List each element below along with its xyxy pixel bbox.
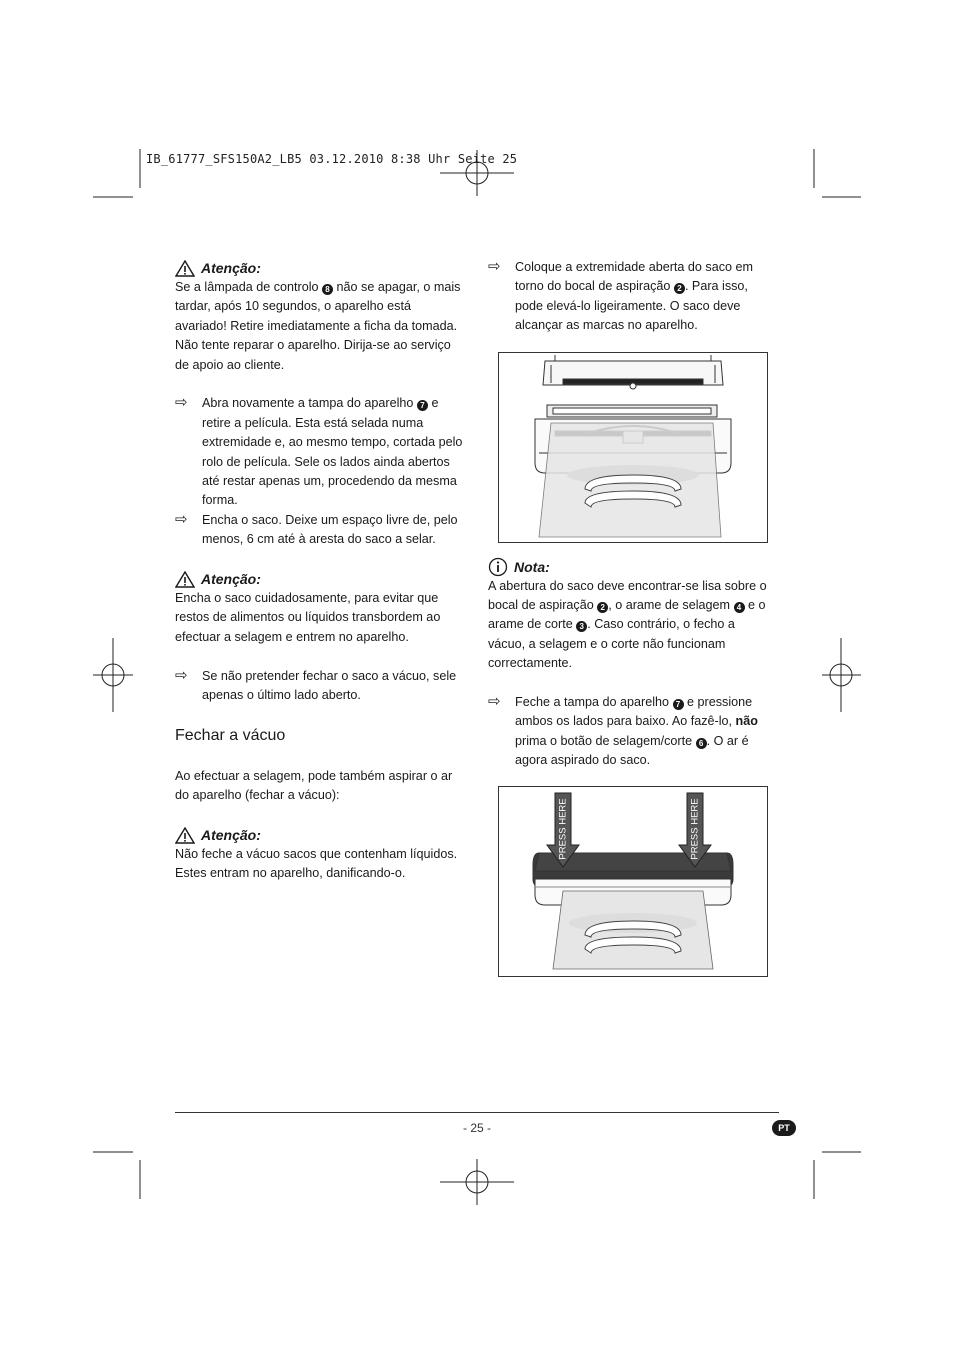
warning-heading	[175, 569, 465, 589]
arrow-right-icon: ⇨	[175, 666, 188, 684]
info-icon	[488, 557, 508, 577]
warning-title: Atenção:	[201, 260, 261, 276]
language-badge: PT	[772, 1120, 796, 1136]
footer-rule	[175, 1112, 779, 1113]
instruction-step: ⇨ Abra novamente a tampa do aparelho 7 e retire a película. Esta está selada numa extremidade e, ao mesmo tempo, cortada pelo rolo de película. Sele os lados ainda abertos até restar apenas um, procedendo da mesma forma.	[175, 394, 465, 510]
warning-text: Se a lâmpada de controlo 8 não se apagar, o mais tardar, após 10 segundos, o aparelho está avariado! Retire imediatamente a ficha da tomada. Não tente reparar o aparelho. Dirija-se ao serviço de apoio ao cliente.	[175, 280, 461, 372]
warning-triangle-icon	[175, 571, 195, 588]
page-number: - 25 -	[462, 1121, 491, 1135]
warning-text: Encha o saco cuidadosamente, para evitar que restos de alimentos ou líquidos transbordem ao efectuar a selagem e entrem no aparelho.	[175, 591, 441, 644]
arrow-right-icon: ⇨	[175, 394, 188, 412]
warning-title: Atenção:	[201, 827, 261, 844]
instruction-step: ⇨ Coloque a extremidade aberta do saco em torno do bocal de aspiração 2 . Para isso, pode elevá-lo ligeiramente. O saco deve alcançar as marcas no aparelho.	[488, 258, 770, 336]
ref-number-badge: 3	[576, 621, 587, 632]
ref-number-badge: 2	[597, 602, 608, 613]
arrow-right-icon: ⇨	[488, 258, 501, 275]
section-text: Ao efectuar a selagem, pode também aspirar o ar do aparelho (fechar a vácuo):	[175, 768, 453, 803]
note-text: A abertura do saco deve encontrar-se lisa sobre o bocal de aspiração 2 , o arame de selagem 4 e o arame de corte 3 . Caso contrário, o fecho a vácuo, a selagem e o corte não funcionam correctamente.	[488, 578, 767, 671]
arrow-right-icon: ⇨	[488, 693, 501, 711]
device-closed-illustration	[499, 787, 767, 976]
note-title: Nota:	[514, 558, 550, 575]
instruction-step: ⇨ Se não pretender fechar o saco a vácuo, sele apenas o último lado aberto.	[175, 667, 465, 706]
ref-number-badge: 8	[322, 284, 333, 295]
warning-text: Não feche a vácuo sacos que contenham líquidos. Estes entram no aparelho, danificando-o.	[175, 847, 458, 881]
ref-number-badge: 2	[674, 283, 685, 294]
warning-triangle-icon	[175, 827, 195, 844]
ref-number-badge: 6	[696, 738, 707, 749]
left-column	[175, 258, 465, 884]
right-column	[488, 258, 770, 977]
figure-closed-device	[498, 786, 768, 977]
instruction-step: ⇨ Encha o saco. Deixe um espaço livre de, pelo menos, 6 cm até à aresta do saco a selar.	[175, 511, 465, 550]
warning-title: Atenção:	[201, 571, 261, 588]
ref-number-badge: 7	[673, 699, 684, 710]
arrow-right-icon: ⇨	[175, 510, 188, 528]
print-slug: IB_61777_SFS150A2_LB5 03.12.2010 8:38 Uhr Seite 25	[146, 152, 518, 166]
device-open-illustration	[499, 353, 767, 542]
press-here-label-left: PRESS HERE	[557, 798, 569, 860]
instruction-step: ⇨ Feche a tampa do aparelho 7 e pressione ambos os lados para baixo. Ao fazê-lo, não prima o botão de selagem/corte 6 . O ar é agora aspirado do saco.	[488, 693, 770, 771]
section-heading: Fechar a vácuo	[175, 727, 286, 745]
warning-triangle-icon	[175, 260, 195, 277]
note-heading	[488, 557, 770, 577]
figure-open-device	[498, 352, 768, 543]
press-here-label-right: PRESS HERE	[689, 798, 701, 860]
warning-heading	[175, 825, 465, 845]
ref-number-badge: 4	[734, 602, 745, 613]
ref-number-badge: 7	[417, 400, 428, 411]
warning-heading	[175, 258, 465, 278]
